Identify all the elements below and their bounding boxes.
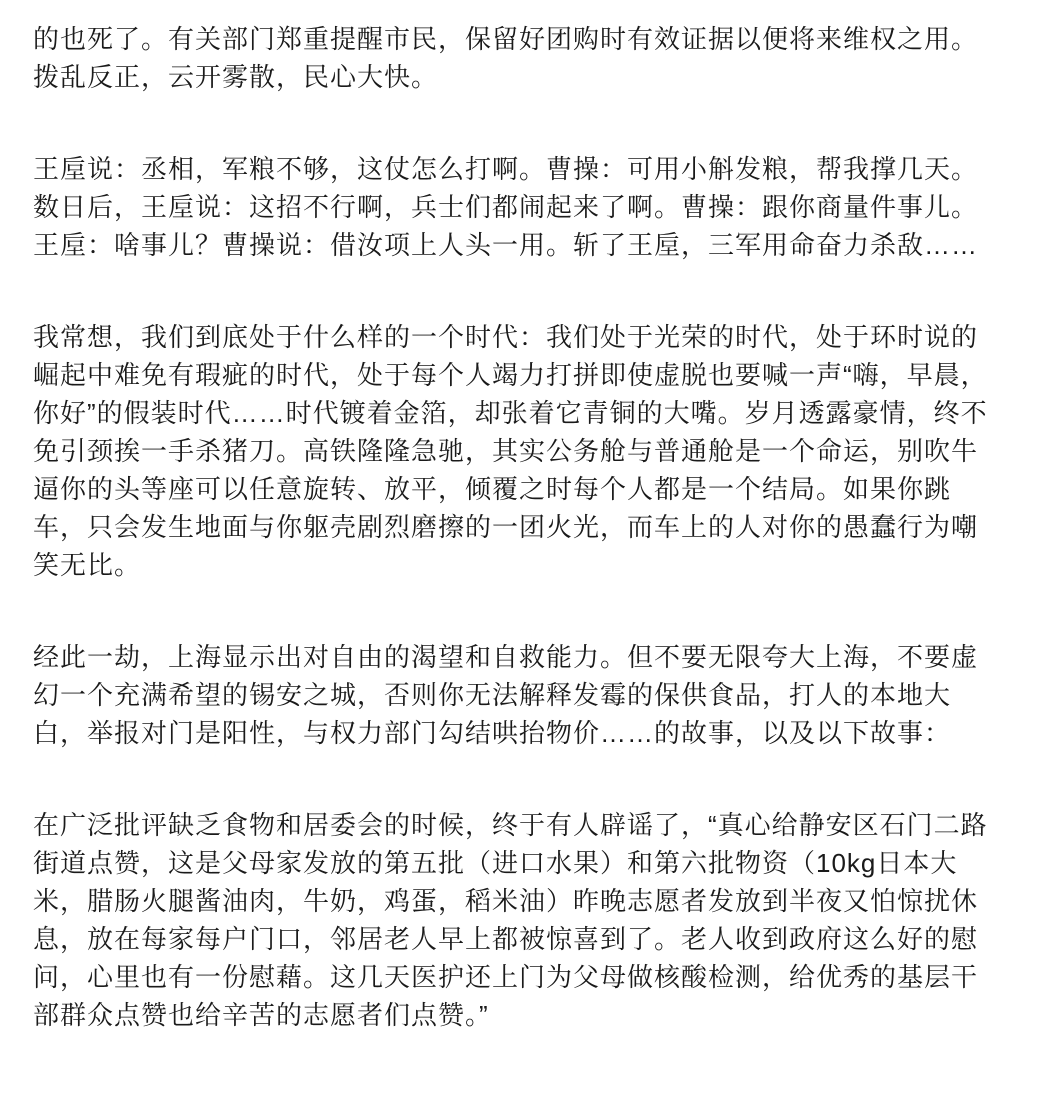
paragraph xyxy=(33,20,1022,96)
text-line: 逼你的头等座可以任意旋转、放平，倾覆之时每个人都是一个结局。如果你跳 xyxy=(33,474,952,504)
text-line: 在广泛批评缺乏食物和居委会的时候，终于有人辟谣了，“真心给静安区石门二路 xyxy=(33,810,988,840)
paragraph xyxy=(33,318,1022,584)
paragraph xyxy=(33,638,1022,752)
text-line: 车，只会发生地面与你躯壳剧烈磨擦的一团火光，而车上的人对你的愚蠢行为嘲 xyxy=(33,512,979,542)
text-line: 笑无比。 xyxy=(33,550,142,580)
text-line: 王垕说：丞相，军粮不够，这仗怎么打啊。曹操：可用小斛发粮，帮我撑几天。 xyxy=(33,154,979,184)
paragraph xyxy=(33,806,1022,1034)
text-line: 街道点赞，这是父母家发放的第五批（进口水果）和第六批物资（10kg日本大 xyxy=(33,848,958,878)
paragraph xyxy=(33,150,1022,264)
text-line: 经此一劫，上海显示出对自由的渴望和自救能力。但不要无限夸大上海，不要虚 xyxy=(33,642,979,672)
text-line: 数日后，王垕说：这招不行啊，兵士们都闹起来了啊。曹操：跟你商量件事儿。 xyxy=(33,192,979,222)
text-line: 免引颈挨一手杀猪刀。高铁隆隆急驰，其实公务舱与普通舱是一个命运，别吹牛 xyxy=(33,436,979,466)
text-line: 拨乱反正，云开雾散，民心大快。 xyxy=(33,62,439,92)
text-line: 问，心里也有一份慰藉。这几天医护还上门为父母做核酸检测，给优秀的基层干 xyxy=(33,962,979,992)
text-line: 米，腊肠火腿酱油肉，牛奶，鸡蛋，稻米油）昨晚志愿者发放到半夜又怕惊扰休 xyxy=(33,886,979,916)
text-line: 崛起中难免有瑕疵的时代，处于每个人竭力打拼即使虚脱也要喊一声“嗨，早晨， xyxy=(33,360,988,390)
text-line: 我常想，我们到底处于什么样的一个时代：我们处于光荣的时代，处于环时说的 xyxy=(33,322,979,352)
text-line: 幻一个充满希望的锡安之城，否则你无法解释发霉的保供食品，打人的本地大 xyxy=(33,680,952,710)
text-line: 的也死了。有关部门郑重提醒市民，保留好团购时有效证据以便将来维权之用。 xyxy=(33,24,979,54)
text-line: 部群众点赞也给辛苦的志愿者们点赞。” xyxy=(33,1000,489,1030)
text-line: 白，举报对门是阳性，与权力部门勾结哄抬物价……的故事，以及以下故事： xyxy=(33,718,952,748)
text-line: 息，放在每家每户门口，邻居老人早上都被惊喜到了。老人收到政府这么好的慰 xyxy=(33,924,979,954)
text-line: 王垕：啥事儿？曹操说：借汝项上人头一用。斩了王垕，三军用命奋力杀敌…… xyxy=(33,230,979,260)
text-line: 你好”的假装时代……时代镀着金箔，却张着它青铜的大嘴。岁月透露豪情，终不 xyxy=(33,398,988,428)
